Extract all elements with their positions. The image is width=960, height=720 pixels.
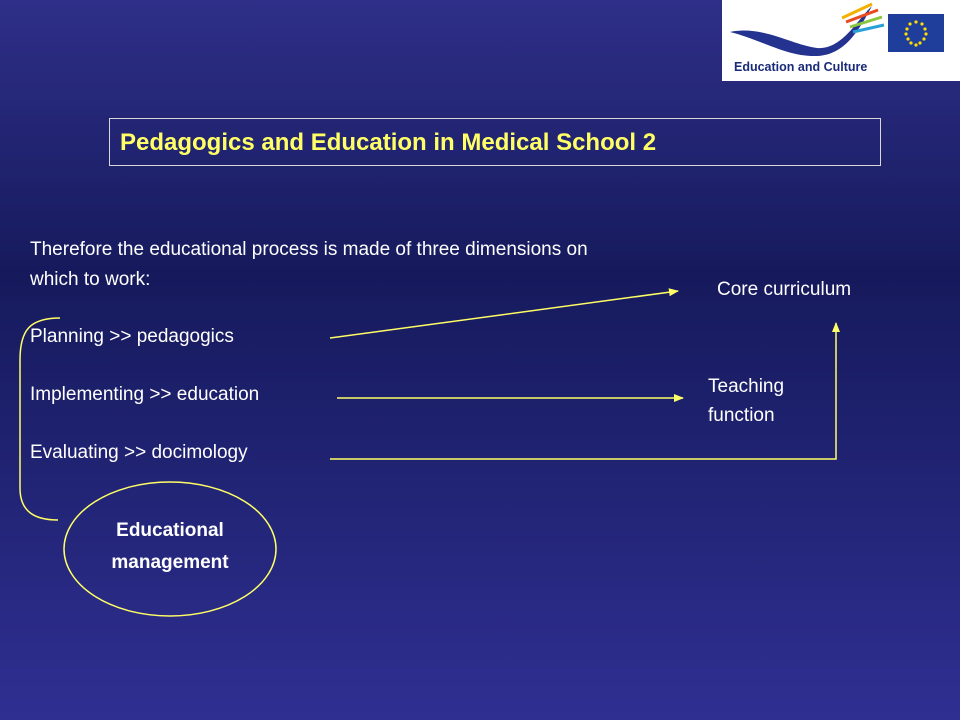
left-bracket <box>20 318 60 520</box>
management-label <box>64 515 276 579</box>
teaching-function-label-line2: function <box>708 405 775 426</box>
management-label-line2: management <box>111 552 229 573</box>
implementing-item: Implementing >> education <box>30 384 260 405</box>
core-curriculum-label: Core curriculum <box>717 279 852 300</box>
intro-text: Therefore the educational process is made of three dimensions on which to work: <box>30 239 588 290</box>
page-title: Pedagogics and Education in Medical School 2 <box>120 129 657 156</box>
planning-item: Planning >> pedagogics <box>30 326 234 347</box>
logo-text: Education and Culture <box>734 60 868 74</box>
evaluating-item: Evaluating >> docimology <box>30 442 248 463</box>
evaluating-arrow <box>330 323 836 459</box>
planning-arrow <box>330 291 678 338</box>
management-label-line1: Educational <box>116 520 224 541</box>
teaching-function-label-line1: Teaching <box>708 376 785 397</box>
